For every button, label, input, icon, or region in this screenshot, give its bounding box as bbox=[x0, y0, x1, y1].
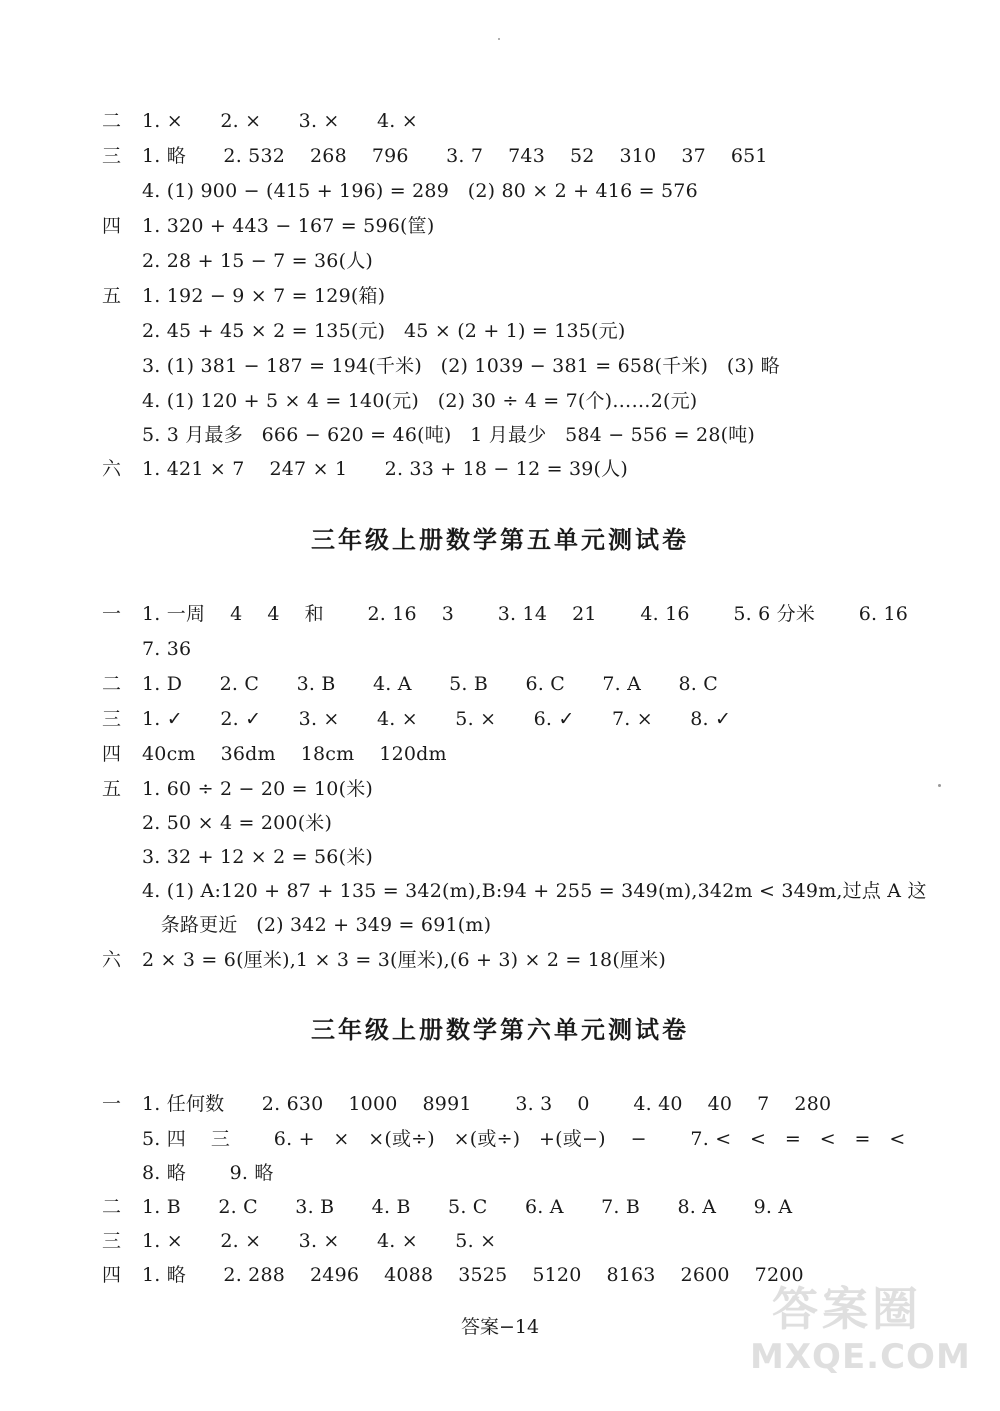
answer-text: 1. × 2. × 3. × 4. × 5. × bbox=[142, 1230, 497, 1252]
answer-line bbox=[0, 597, 1000, 631]
answer-text: 4. (1) 120 + 5 × 4 = 140(元) (2) 30 ÷ 4 = 7(个)……2(元) bbox=[142, 390, 698, 412]
answer-line bbox=[0, 772, 1000, 806]
answer-line bbox=[0, 244, 1000, 278]
answer-text: 8. 略 9. 略 bbox=[142, 1162, 274, 1184]
answer-text: 条路更近 (2) 342 + 349 = 691(m) bbox=[142, 914, 492, 936]
answer-line bbox=[0, 908, 1000, 942]
answer-line bbox=[0, 702, 1000, 736]
answer-text: 1. D 2. C 3. B 4. A 5. B 6. C 7. A 8. C bbox=[142, 673, 719, 695]
answer-line bbox=[0, 667, 1000, 701]
answer-line bbox=[0, 874, 1000, 908]
answer-line bbox=[0, 349, 1000, 383]
answer-text: 1. 192 − 9 × 7 = 129(箱) bbox=[142, 285, 386, 307]
answer-text: 2. 45 + 45 × 2 = 135(元) 45 × (2 + 1) = 135(元) bbox=[142, 320, 626, 342]
answer-text: 7. 36 bbox=[142, 638, 192, 660]
answer-text: 1. 略 2. 288 2496 4088 3525 5120 8163 2600 7200 bbox=[142, 1264, 804, 1286]
answer-line bbox=[0, 1087, 1000, 1121]
answer-text: 1. 320 + 443 − 167 = 596(筐) bbox=[142, 215, 435, 237]
section-number: 四 bbox=[102, 215, 122, 237]
answer-text: 1. 任何数 2. 630 1000 8991 3. 3 0 4. 40 40 7 280 bbox=[142, 1093, 832, 1115]
answer-line bbox=[0, 1190, 1000, 1224]
answer-line bbox=[0, 943, 1000, 977]
answer-text: 4. (1) A:120 + 87 + 135 = 342(m),B:94 + 255 = 349(m),342m < 349m,过点 A 这 bbox=[142, 880, 927, 902]
section-number: 一 bbox=[102, 603, 122, 625]
section-number: 二 bbox=[102, 110, 122, 132]
answer-line bbox=[0, 452, 1000, 486]
answer-text: 5. 3 月最多 666 − 620 = 46(吨) 1 月最少 584 − 556 = 28(吨) bbox=[142, 424, 756, 446]
unit5-heading: 三年级上册数学第五单元测试卷 bbox=[311, 526, 689, 554]
answer-text: 5. 四 三 6. + × ×(或÷) ×(或÷) +(或−) − 7. < < = < = < bbox=[142, 1128, 906, 1150]
answer-text: 1. 一周 4 4 和 2. 16 3 3. 14 21 4. 16 5. 6 分米 6. 16 bbox=[142, 603, 909, 625]
answer-line bbox=[0, 737, 1000, 771]
watermark-logo bbox=[742, 1273, 971, 1383]
answer-line bbox=[0, 1122, 1000, 1156]
answer-line bbox=[0, 209, 1000, 243]
answer-text: 2. 28 + 15 − 7 = 36(人) bbox=[142, 250, 374, 272]
section-number: 三 bbox=[102, 708, 122, 730]
answer-text: 3. 32 + 12 × 2 = 56(米) bbox=[142, 846, 374, 868]
section-number: 四 bbox=[102, 743, 122, 765]
watermark-cn: 答案圈 bbox=[772, 1282, 922, 1336]
answer-line bbox=[0, 139, 1000, 173]
section-number: 一 bbox=[102, 1093, 122, 1115]
answer-line bbox=[0, 840, 1000, 874]
scan-speck bbox=[498, 38, 500, 40]
unit6-heading: 三年级上册数学第六单元测试卷 bbox=[311, 1016, 689, 1044]
section-number: 四 bbox=[102, 1264, 122, 1286]
answer-text: 1. ✓ 2. ✓ 3. × 4. × 5. × 6. ✓ 7. × 8. ✓ bbox=[142, 708, 732, 730]
answer-line bbox=[0, 632, 1000, 666]
section-number: 二 bbox=[102, 1196, 122, 1218]
answer-line bbox=[0, 806, 1000, 840]
answer-line bbox=[0, 384, 1000, 418]
answer-line bbox=[0, 104, 1000, 138]
answer-text: 2 × 3 = 6(厘米),1 × 3 = 3(厘米),(6 + 3) × 2 = 18(厘米) bbox=[142, 949, 666, 971]
answer-line bbox=[0, 174, 1000, 208]
answer-line bbox=[0, 1224, 1000, 1258]
section-number: 三 bbox=[102, 1230, 122, 1252]
answer-text: 2. 50 × 4 = 200(米) bbox=[142, 812, 333, 834]
answer-text: 1. 60 ÷ 2 − 20 = 10(米) bbox=[142, 778, 374, 800]
answer-text: 1. 略 2. 532 268 796 3. 7 743 52 310 37 651 bbox=[142, 145, 768, 167]
scan-speck bbox=[938, 784, 941, 787]
answer-text: 40cm 36dm 18cm 120dm bbox=[142, 743, 447, 765]
answer-text: 4. (1) 900 − (415 + 196) = 289 (2) 80 × 2 + 416 = 576 bbox=[142, 180, 698, 202]
answer-text: 3. (1) 381 − 187 = 194(千米) (2) 1039 − 381 = 658(千米) (3) 略 bbox=[142, 355, 780, 377]
section-number: 六 bbox=[102, 458, 122, 480]
answer-line bbox=[0, 418, 1000, 452]
section-number: 五 bbox=[102, 778, 122, 800]
watermark-en: MXQE.COM bbox=[750, 1337, 971, 1377]
section-number: 二 bbox=[102, 673, 122, 695]
section-number: 六 bbox=[102, 949, 122, 971]
section-number: 三 bbox=[102, 145, 122, 167]
answer-line bbox=[0, 1156, 1000, 1190]
answer-line bbox=[0, 279, 1000, 313]
answer-text: 1. B 2. C 3. B 4. B 5. C 6. A 7. B 8. A 9. A bbox=[142, 1196, 793, 1218]
section-number: 五 bbox=[102, 285, 122, 307]
page-footer: 答案−14 bbox=[460, 1316, 540, 1338]
answer-text: 1. 421 × 7 247 × 1 2. 33 + 18 − 12 = 39(人) bbox=[142, 458, 628, 480]
answer-text: 1. × 2. × 3. × 4. × bbox=[142, 110, 418, 132]
answer-line bbox=[0, 314, 1000, 348]
